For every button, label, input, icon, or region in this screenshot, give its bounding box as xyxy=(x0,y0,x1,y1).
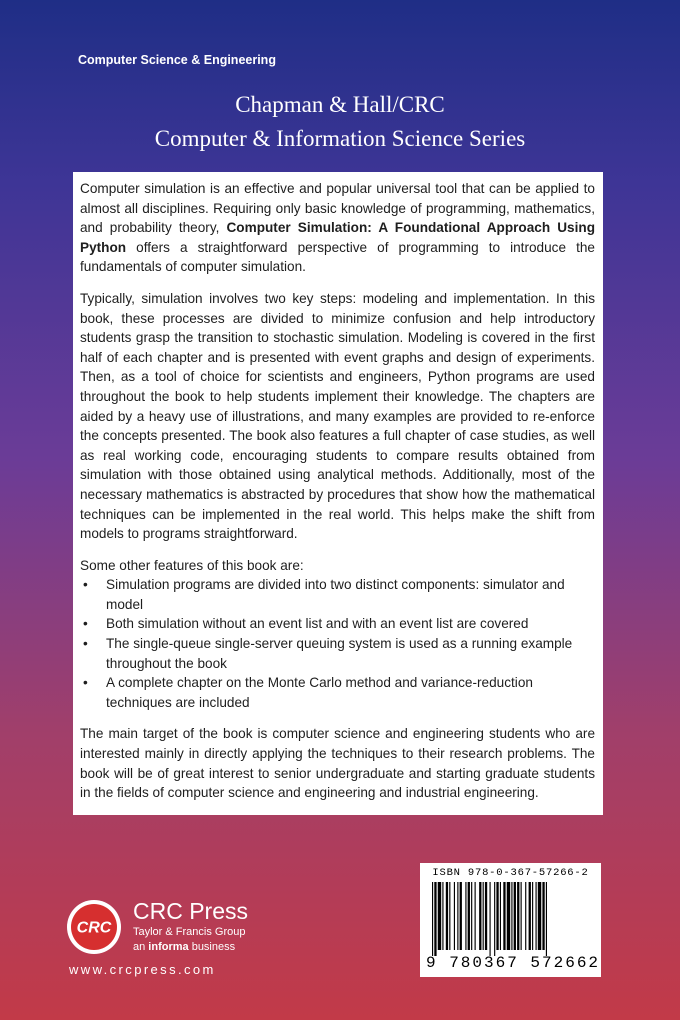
barcode-bar xyxy=(442,882,443,950)
feature-item xyxy=(80,575,595,614)
bullet-icon: • xyxy=(83,616,88,632)
feature-item xyxy=(80,673,595,712)
cover-category: Computer Science & Engineering xyxy=(78,53,276,67)
bullet-icon: • xyxy=(83,675,88,691)
series-title-line-2: Computer & Information Science Series xyxy=(154,126,526,151)
informa-prefix: an xyxy=(133,941,149,953)
barcode-bar xyxy=(525,882,526,950)
publisher-group: Taylor & Francis Group xyxy=(133,926,246,938)
series-title xyxy=(0,88,680,156)
barcode-bar xyxy=(460,882,462,950)
feature-text: A complete chapter on the Monte Carlo method and variance-reduction techniques are included xyxy=(106,675,533,710)
informa-suffix: business xyxy=(188,941,236,953)
barcode-bar xyxy=(457,882,458,950)
barcode-bar xyxy=(517,882,519,950)
barcode-bar xyxy=(496,882,498,950)
barcode-bar xyxy=(538,882,541,950)
feature-text: The single-queue single-server queuing system is used as a running example throughout the book xyxy=(106,636,573,671)
barcode-bar xyxy=(471,882,472,950)
barcode-bar xyxy=(432,882,433,956)
barcode-bar xyxy=(536,882,537,950)
blurb-p1-text-a: Computer simulation is an effective and popular universal tool that can be applied to almost all disciplines. Requiring only basic knowledge of programming, mathematics, and probability theory, xyxy=(80,181,595,236)
barcode-bar xyxy=(542,882,544,950)
blurb-paragraph-1 xyxy=(80,179,595,277)
feature-text: Simulation programs are divided into two distinct components: simulator and model xyxy=(106,577,565,612)
barcode-bar xyxy=(521,882,522,950)
barcode-panel xyxy=(420,863,601,977)
barcode-bar xyxy=(446,882,448,950)
barcode-bar xyxy=(449,882,450,950)
barcode-icon xyxy=(426,882,595,956)
bullet-icon: • xyxy=(83,636,88,652)
publisher-informa-line xyxy=(133,941,235,954)
feature-text: Both simulation without an event list and with an event list are covered xyxy=(106,616,529,632)
barcode-bar xyxy=(507,882,510,950)
barcode-bar xyxy=(483,882,484,950)
isbn-text: ISBN 978-0-367-57266-2 xyxy=(432,867,589,879)
barcode-bar xyxy=(532,882,533,950)
barcode-bar xyxy=(503,882,505,950)
blurb-paragraph-2: Typically, simulation involves two key steps: modeling and implementation. In this book, these processes are divided to minimize confusion and help introductory students grasp the transition to stochastic simulation. Modeling is covered in the first half of each chapter and is presented with event graphs and design of experiments. Then, as a tool of choice for scientists and engineers, Python programs are used throughout the book to help students implement their knowledge. The chapters are aided by a heavy use of illustrations, and many examples are provided to re-enforce the concepts presented. The book also features a full chapter of case studies, as well as real working code, encouraging students to compare results obtained from simulation with those obtained using analytical methods. Additionally, most of the necessary mathematics is abstracted by procedures that show how the mathematical techniques can be implemented in the real world. This helps make the shift from models to programs straightforward. xyxy=(80,290,595,542)
series-title-line-1: Chapman & Hall/CRC xyxy=(235,92,445,117)
blurb-panel xyxy=(73,172,603,815)
barcode-bar xyxy=(490,882,491,956)
barcode-bar xyxy=(485,882,487,950)
blurb-paragraph-4: The main target of the book is computer science and engineering students who are interested mainly in directly applying the techniques to their research problems. The book will be of great interest to senior undergraduate and starting graduate students in the fields of computer science and engineering and industrial engineering. xyxy=(80,726,595,801)
barcode-bar xyxy=(479,882,481,950)
blurb-p1-text-b: offers a straightforward perspective of programming to introduce the fundamentals of computer simulation. xyxy=(80,239,595,275)
barcode-bar xyxy=(546,882,547,956)
barcode-bar xyxy=(514,882,516,950)
book-title: Computer Simulation: A Foundational Approach Using Python xyxy=(80,220,595,255)
publisher-name: CRC Press xyxy=(133,898,249,924)
informa-brand: informa xyxy=(148,941,189,953)
barcode-bar xyxy=(434,882,436,956)
barcode-digits: 9 780367 572662 xyxy=(426,954,601,972)
crc-logo-text: CRC xyxy=(76,919,112,937)
barcode-bar xyxy=(475,882,476,950)
crc-logo-icon xyxy=(66,899,122,955)
barcode-bar xyxy=(465,882,466,950)
features-list xyxy=(80,575,595,712)
barcode-bar xyxy=(500,882,501,950)
barcode-bar xyxy=(511,882,512,950)
barcode-bar xyxy=(468,882,470,950)
feature-item xyxy=(80,614,595,634)
publisher-url: www.crcpress.com xyxy=(69,962,216,977)
barcode-bar xyxy=(438,882,441,950)
barcode-bar xyxy=(529,882,531,950)
barcode-bar xyxy=(494,882,495,956)
barcode-bar xyxy=(454,882,455,950)
feature-item xyxy=(80,634,595,673)
bullet-icon: • xyxy=(83,577,88,593)
features-intro: Some other features of this book are: xyxy=(80,557,304,573)
